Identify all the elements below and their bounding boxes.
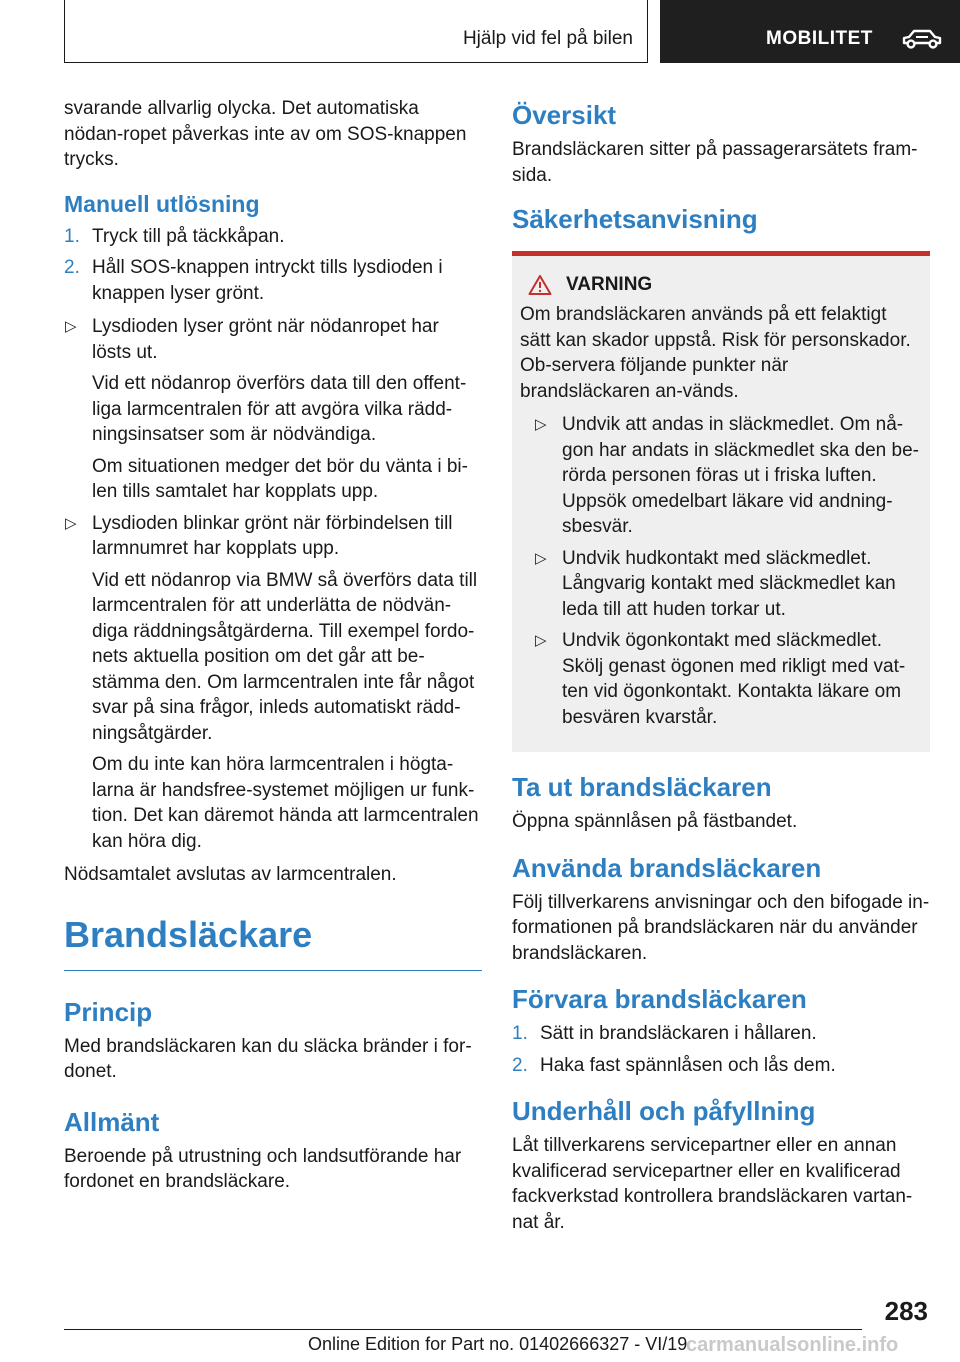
triangle-bullet-icon: ▷	[535, 632, 547, 649]
manual-trigger-heading: Manuell utlösning	[64, 190, 260, 217]
step-text: Håll SOS-knappen intryckt tills lysdioden i knappen lyser grönt.	[92, 257, 443, 304]
list-item	[64, 314, 482, 505]
warning-text: Om brandsläckaren används på ett felaktigt sätt kan skador uppstå. Risk för personskador. Ob-servera följande punkter när brandsläckaren an-vänds.	[520, 304, 911, 402]
page-header	[0, 0, 960, 66]
list-item	[64, 255, 482, 306]
triangle-bullet-icon: ▷	[65, 514, 77, 532]
section-tab	[64, 0, 648, 63]
step-number: 1.	[64, 225, 80, 247]
section-title: Hjälp vid fel på bilen	[462, 28, 633, 49]
step-number: 1.	[512, 1023, 528, 1044]
principle-text: Med brandsläckaren kan du släcka bränder i for-donet.	[64, 1035, 472, 1082]
list-item	[512, 1021, 930, 1047]
general-heading: Allmänt	[64, 1106, 160, 1137]
bullet-subtext: Vid ett nödanrop överförs data till den offent-liga larmcentralen för att avgöra vilka rädd-ningsinsatser som är nödvändiga.	[92, 373, 467, 445]
intro-text: svarande allvarlig olycka. Det automatiska nödan-ropet påverkas inte av om SOS-knappen trycks.	[64, 98, 467, 170]
list-item	[64, 511, 482, 855]
step-number: 2.	[64, 257, 80, 278]
car-icon	[900, 28, 944, 50]
principle-heading: Princip	[64, 996, 153, 1027]
bullet-subtext: Om situationen medger det bör du vänta i bi-len tills samtalet har kopplats upp.	[92, 455, 468, 502]
step-text: Sätt in brandsläckaren i hållaren.	[540, 1023, 817, 1044]
edition-text: Online Edition for Part no. 01402666327 - VI/19	[308, 1334, 688, 1354]
bullet-subtext: Om du inte kan höra larmcentralen i högta-larna är handsfree-systemet möjligen ur funk-tion. Det kan däremot hända att larmcentralen kan höra dig.	[92, 754, 479, 852]
step-text: Haka fast spännlåsen och lås dem.	[540, 1054, 836, 1076]
list-item	[64, 224, 482, 250]
footer-divider	[64, 1329, 862, 1330]
call-end-text: Nödsamtalet avslutas av larmcentralen.	[64, 864, 397, 885]
maintenance-text: Låt tillverkarens servicepartner eller en annan kvalificerad servicepartner eller en kvalificerad fackverkstad kontrollera brandsläckaren vartan-nat år.	[512, 1135, 913, 1233]
warning-bullet-list	[534, 412, 920, 730]
warning-label: VARNING	[566, 274, 653, 295]
safety-heading: Säkerhetsanvisning	[512, 204, 758, 234]
list-item	[512, 1053, 930, 1079]
right-column	[512, 96, 930, 1245]
remove-heading: Ta ut brandsläckaren	[512, 772, 772, 802]
left-column	[64, 96, 482, 1205]
page-number: 283	[884, 1296, 928, 1326]
warning-box	[512, 251, 930, 752]
warning-title	[528, 274, 920, 296]
bullet-subtext: Vid ett nödanrop via BMW så överförs data till larmcentralen för att underlätta de nödvän-diga räddningsåtgärderna. Till exempel fordo-nets aktuella position om det går att be-stämma den. Om larmcentralen inte får något svar på sina frågor, inleds automatiskt rädd-ningsåtgärder.	[92, 569, 478, 744]
bullet-text: Lysdioden lyser grönt när nödanropet har lösts ut.	[92, 316, 439, 363]
manual-steps-list	[64, 224, 482, 307]
overview-heading: Översikt	[512, 100, 617, 130]
overview-text: Brandsläckaren sitter på passagerarsätets fram-sida.	[512, 139, 918, 186]
general-text: Beroende på utrustning och landsutförande har fordonet en brandsläckare.	[64, 1145, 462, 1192]
chapter-heading: Brandsläckare	[64, 914, 482, 971]
step-number: 2.	[512, 1054, 528, 1076]
triangle-bullet-icon: ▷	[535, 416, 547, 433]
maintenance-heading: Underhåll och påfyllning	[512, 1096, 816, 1126]
status-bullet-list	[64, 314, 482, 854]
use-heading: Använda brandsläckaren	[512, 852, 822, 883]
triangle-bullet-icon: ▷	[65, 318, 77, 335]
watermark: carmanualsonline.info	[686, 1334, 899, 1356]
warning-triangle-icon	[528, 274, 552, 296]
bullet-text: Lysdioden blinkar grönt när förbindelsen till larmnumret har kopplats upp.	[92, 512, 453, 559]
chapter-title: MOBILITET	[766, 28, 873, 49]
bullet-text: Undvik att andas in släckmedlet. Om nå-gon har andats in släckmedlet ska den be-rörda personen föras ut i friska luften. Uppsök omedelbart läkare vid andning-sbesvär.	[562, 414, 919, 537]
list-item	[534, 412, 920, 540]
bullet-text: Undvik hudkontakt med släckmedlet. Långvarig kontakt med släckmedlet kan leda till att huden torkar ut.	[562, 547, 896, 620]
list-item	[534, 546, 920, 623]
step-text: Tryck till på täckkåpan.	[92, 225, 285, 247]
chapter-tab	[660, 0, 960, 63]
use-text: Följ tillverkarens anvisningar och den bifogade in-formationen på brandsläckaren när du använder brandsläckaren.	[512, 891, 930, 964]
list-item	[534, 628, 920, 730]
remove-text: Öppna spännlåsen på fästbandet.	[512, 811, 798, 832]
triangle-bullet-icon: ▷	[535, 549, 547, 567]
store-steps-list	[512, 1021, 930, 1078]
bullet-text: Undvik ögonkontakt med släckmedlet. Skölj genast ögonen med rikligt med vat-ten vid ögonkontakt. Kontakta läkare om besvären kvarstår.	[562, 630, 906, 728]
store-heading: Förvara brandsläckaren	[512, 984, 807, 1014]
